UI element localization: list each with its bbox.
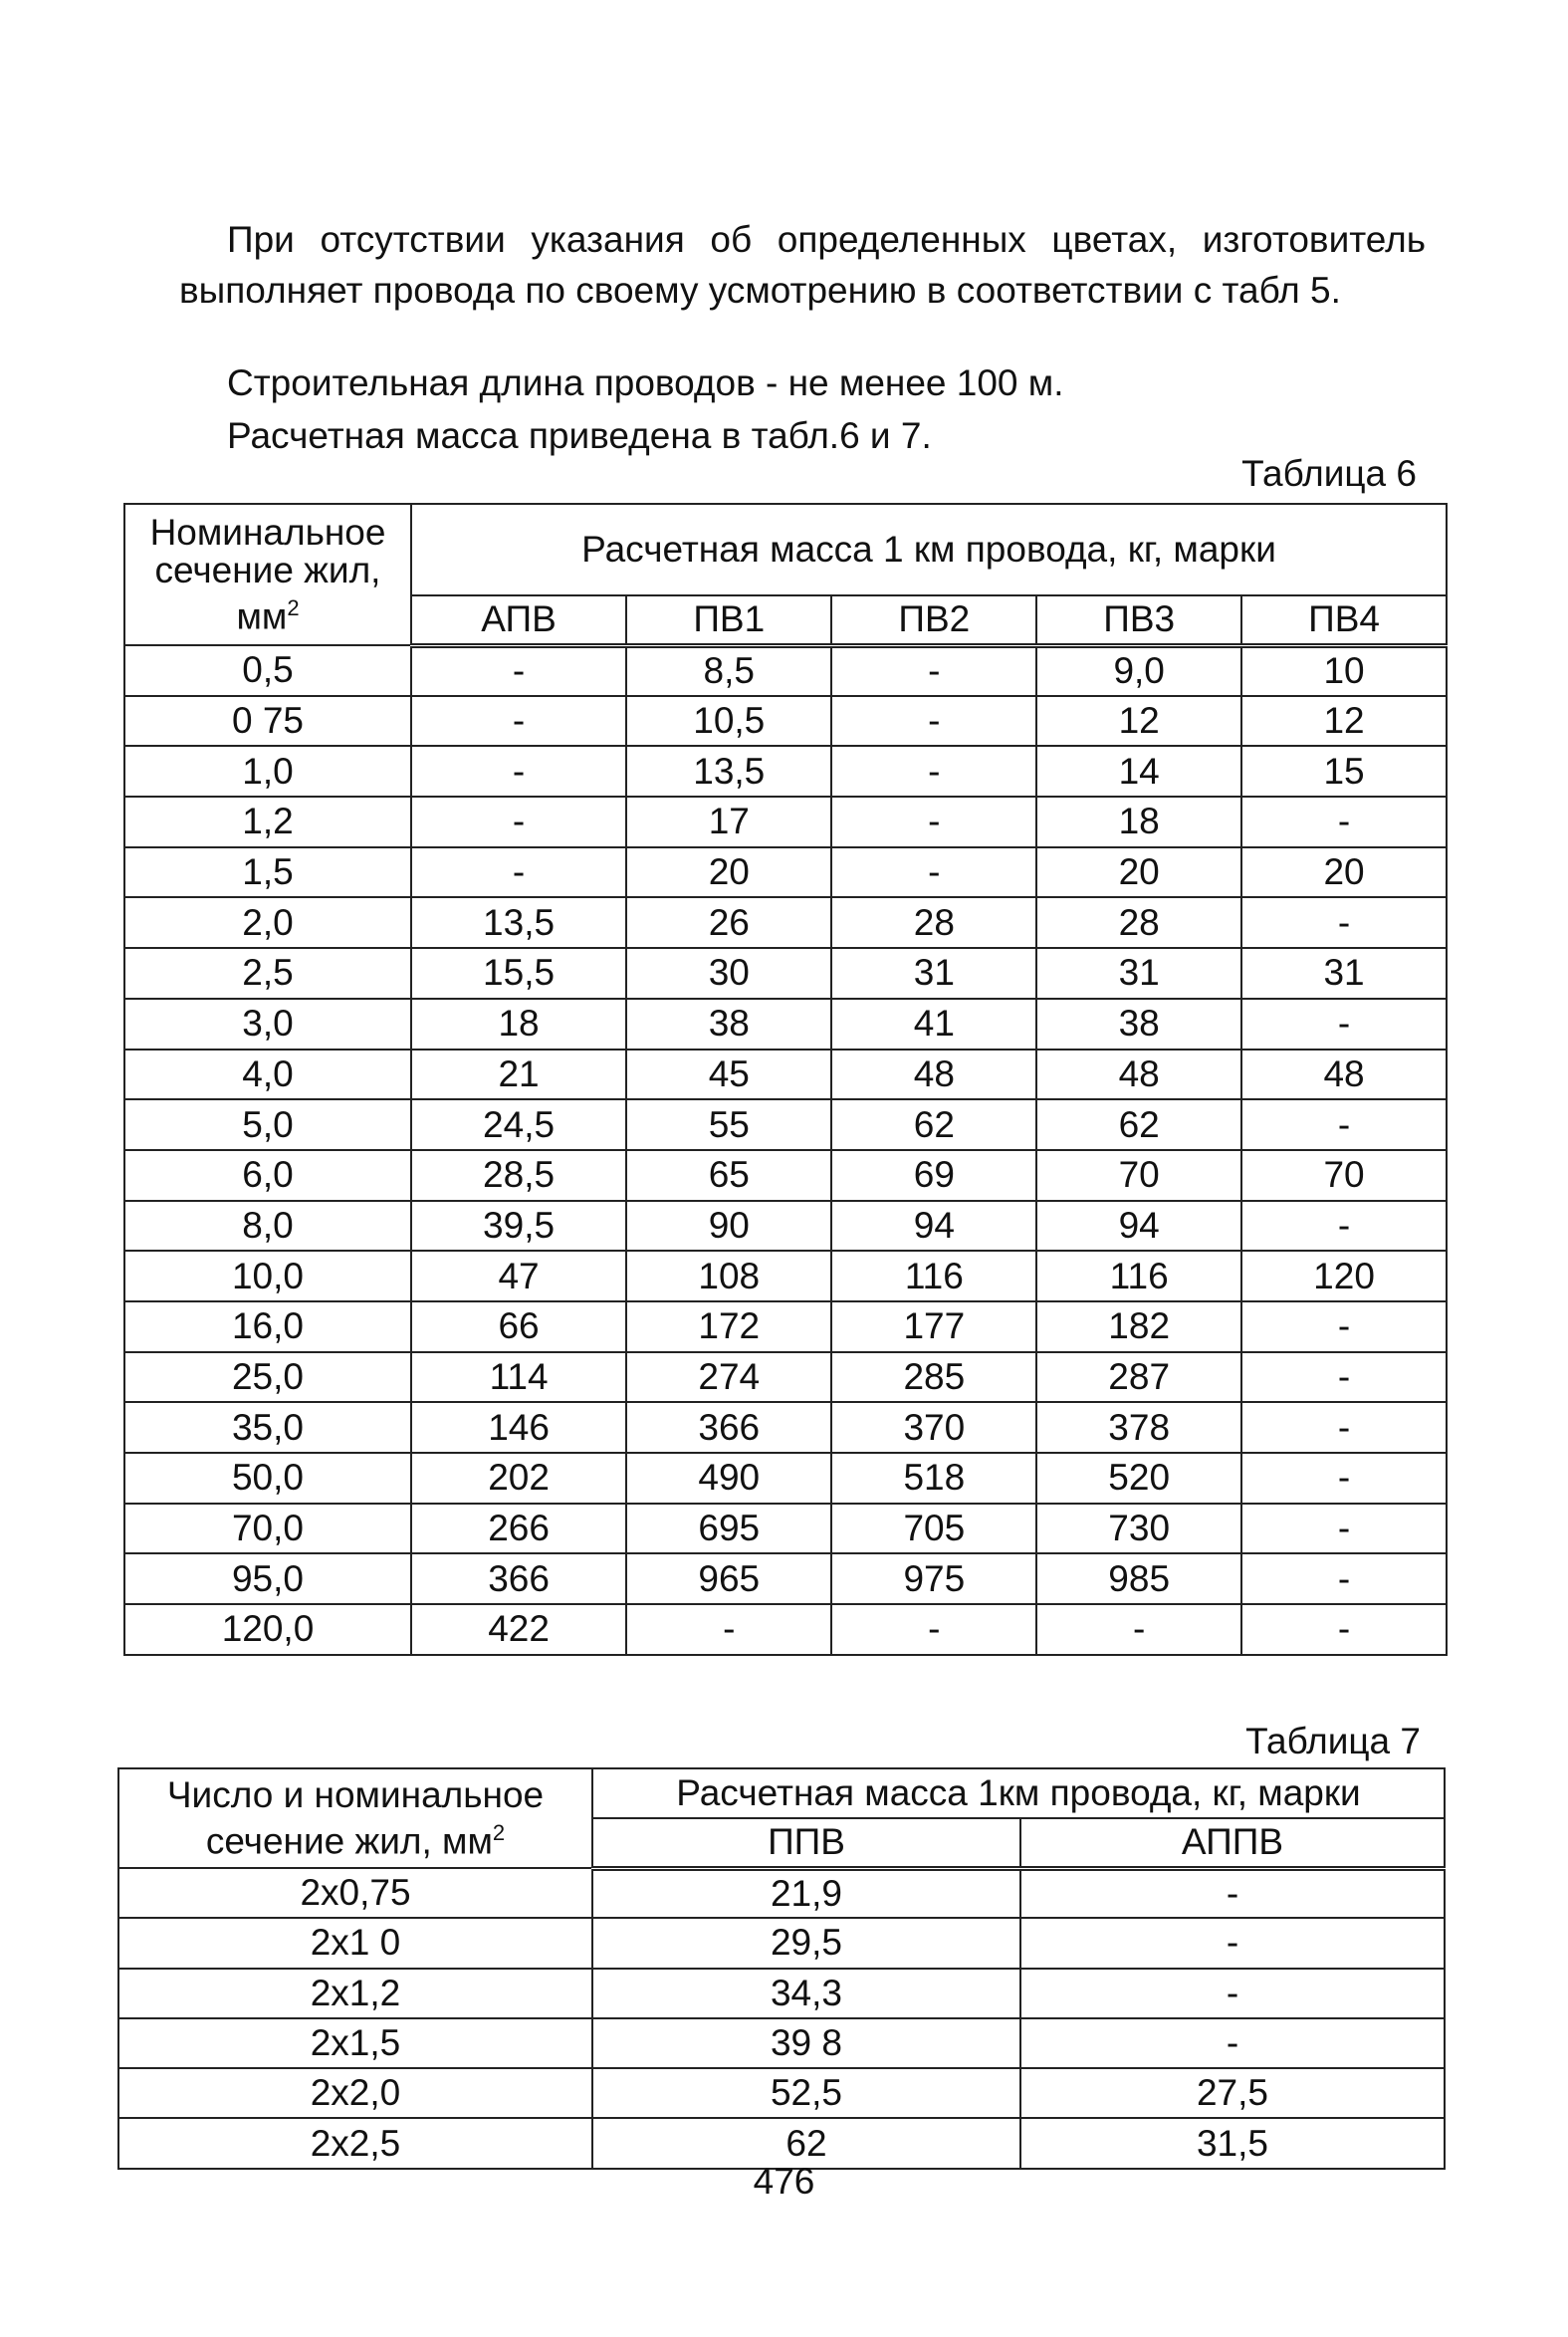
table6-cell: 366 xyxy=(626,1402,831,1453)
table6-cell: 965 xyxy=(626,1553,831,1604)
table6-col1-header-line2: сечение жил, xyxy=(154,549,381,590)
table-row xyxy=(124,1402,1447,1453)
table6-cell: 116 xyxy=(831,1251,1036,1301)
table-row xyxy=(118,2018,1445,2068)
table6-cell: - xyxy=(411,797,626,847)
table6-cell: 62 xyxy=(1036,1099,1241,1150)
table-row xyxy=(124,645,1447,696)
table6-cell: 13,5 xyxy=(411,897,626,948)
table6-row-label: 50,0 xyxy=(124,1453,411,1504)
table6-cell: 21 xyxy=(411,1050,626,1100)
table6-row-label: 35,0 xyxy=(124,1402,411,1453)
table-row xyxy=(124,746,1447,797)
table6-cell: 370 xyxy=(831,1402,1036,1453)
table6-row-label: 1,2 xyxy=(124,797,411,847)
table6-cell: 28,5 xyxy=(411,1150,626,1201)
table6-row-label: 120,0 xyxy=(124,1604,411,1655)
table6-cell: 177 xyxy=(831,1301,1036,1352)
table6-cell: 274 xyxy=(626,1352,831,1403)
table6-cell: 31 xyxy=(1241,948,1447,999)
table-row xyxy=(124,999,1447,1050)
paragraph-length-note: Строительная длина проводов - не менее 100 м. xyxy=(227,362,1064,403)
table6-cell: - xyxy=(411,847,626,898)
table7-cell: 34,3 xyxy=(592,1969,1020,2018)
table7-row-label: 2х1 0 xyxy=(118,1918,592,1968)
table6-cell: 985 xyxy=(1036,1553,1241,1604)
table6-cell: 30 xyxy=(626,948,831,999)
table-row xyxy=(124,1251,1447,1301)
table6-caption: Таблица 6 xyxy=(1241,453,1417,494)
table7-cell: - xyxy=(1020,2018,1445,2068)
table6-cell: 70 xyxy=(1036,1150,1241,1201)
table6-cell: - xyxy=(831,797,1036,847)
table6-cell: 20 xyxy=(1241,847,1447,898)
table-row xyxy=(118,1868,1445,1918)
table6-cell: - xyxy=(1241,999,1447,1050)
table6-cell: - xyxy=(411,746,626,797)
table6-cell: 66 xyxy=(411,1301,626,1352)
table6-cell: 48 xyxy=(1036,1050,1241,1100)
table6-col-header: ПВ1 xyxy=(626,595,831,645)
table6-row-label: 25,0 xyxy=(124,1352,411,1403)
table6-cell: 182 xyxy=(1036,1301,1241,1352)
paragraph-color-note: При отсутствии указания об определенных цветах, изготовитель выполняет провода по своему усмотрению в соответствии с табл 5. xyxy=(179,219,1426,311)
table6-cell: 10 xyxy=(1241,645,1447,696)
table7-row-label: 2х0,75 xyxy=(118,1868,592,1918)
table6-cell: 65 xyxy=(626,1150,831,1201)
table-row xyxy=(124,1352,1447,1403)
table-row xyxy=(124,1099,1447,1150)
table6-cell: - xyxy=(1241,1099,1447,1150)
table7-cell: 52,5 xyxy=(592,2068,1020,2118)
table7-row-label: 2х2,5 xyxy=(118,2118,592,2168)
table6-cell: 366 xyxy=(411,1553,626,1604)
table6-cell: 108 xyxy=(626,1251,831,1301)
table7-col1-header-line2: сечение жил, мм xyxy=(205,1820,493,1862)
table7-cell: 27,5 xyxy=(1020,2068,1445,2118)
table6-cell: 8,5 xyxy=(626,645,831,696)
table6-cell: 20 xyxy=(626,847,831,898)
table6-cell: 55 xyxy=(626,1099,831,1150)
table7-col-header: ППВ xyxy=(592,1818,1020,1868)
table7-cell: 39 8 xyxy=(592,2018,1020,2068)
table6-cell: - xyxy=(1241,1553,1447,1604)
table6-cell: - xyxy=(1241,1201,1447,1252)
table6-row-label: 70,0 xyxy=(124,1504,411,1554)
table7-cell: 21,9 xyxy=(592,1868,1020,1918)
table6-col1-header xyxy=(124,504,411,645)
table6-cell: 146 xyxy=(411,1402,626,1453)
table6-cell: 38 xyxy=(626,999,831,1050)
table6-row-label: 10,0 xyxy=(124,1251,411,1301)
table6-cell: 41 xyxy=(831,999,1036,1050)
table6-cell: - xyxy=(1241,1402,1447,1453)
table6-row-label: 1,0 xyxy=(124,746,411,797)
table7-cell: 62 xyxy=(592,2118,1020,2168)
table6-cell: - xyxy=(1241,1301,1447,1352)
table6-cell: 48 xyxy=(831,1050,1036,1100)
table7-cell: - xyxy=(1020,1918,1445,1968)
table7-row-label: 2х2,0 xyxy=(118,2068,592,2118)
table6-cell: 94 xyxy=(1036,1201,1241,1252)
table6-group-header: Расчетная масса 1 км провода, кг, марки xyxy=(411,504,1447,595)
table6-cell: - xyxy=(831,696,1036,747)
table6-cell: 26 xyxy=(626,897,831,948)
table7-caption: Таблица 7 xyxy=(1245,1721,1421,1761)
table6-cell: 287 xyxy=(1036,1352,1241,1403)
table-row xyxy=(118,1918,1445,1968)
table7-col1-header-line1: Число и номинальное xyxy=(166,1773,545,1815)
table6-cell: - xyxy=(1241,1352,1447,1403)
table7 xyxy=(117,1767,1446,2170)
table6-row-label: 2,0 xyxy=(124,897,411,948)
table6-col-header: ПВ4 xyxy=(1241,595,1447,645)
table6 xyxy=(123,503,1448,1656)
page-number: 476 xyxy=(753,2161,815,2202)
table-row xyxy=(124,696,1447,747)
table6-cell: 31 xyxy=(831,948,1036,999)
table6-row-label: 6,0 xyxy=(124,1150,411,1201)
table6-col-header: ПВ3 xyxy=(1036,595,1241,645)
table7-row-label: 2х1,5 xyxy=(118,2018,592,2068)
table6-cell: 114 xyxy=(411,1352,626,1403)
table-row xyxy=(124,1604,1447,1655)
table6-cell: 730 xyxy=(1036,1504,1241,1554)
table7-row-label: 2х1,2 xyxy=(118,1969,592,2018)
table6-row-label: 1,5 xyxy=(124,847,411,898)
table6-cell: 28 xyxy=(831,897,1036,948)
table6-cell: 17 xyxy=(626,797,831,847)
table6-row-label: 5,0 xyxy=(124,1099,411,1150)
table6-cell: 202 xyxy=(411,1453,626,1504)
table6-cell: 518 xyxy=(831,1453,1036,1504)
table6-cell: - xyxy=(1241,1504,1447,1554)
table6-cell: 69 xyxy=(831,1150,1036,1201)
table7-cell: - xyxy=(1020,1868,1445,1918)
table-row xyxy=(124,1504,1447,1554)
table6-cell: 94 xyxy=(831,1201,1036,1252)
table7-cell: - xyxy=(1020,1969,1445,2018)
table6-row-label: 3,0 xyxy=(124,999,411,1050)
table6-cell: 18 xyxy=(1036,797,1241,847)
table6-cell: 31 xyxy=(1036,948,1241,999)
table6-row-label: 4,0 xyxy=(124,1050,411,1100)
table6-cell: 10,5 xyxy=(626,696,831,747)
table7-col-header: АППВ xyxy=(1020,1818,1445,1868)
table6-row-label: 95,0 xyxy=(124,1553,411,1604)
table6-cell: - xyxy=(626,1604,831,1655)
table6-cell: 490 xyxy=(626,1453,831,1504)
table6-cell: 422 xyxy=(411,1604,626,1655)
table6-cell: - xyxy=(411,696,626,747)
table6-cell: - xyxy=(831,746,1036,797)
table-row xyxy=(118,1969,1445,2018)
table7-cell: 31,5 xyxy=(1020,2118,1445,2168)
table6-row-label: 8,0 xyxy=(124,1201,411,1252)
table6-cell: 48 xyxy=(1241,1050,1447,1100)
table6-col1-header-sup: 2 xyxy=(287,594,300,620)
table6-cell: 62 xyxy=(831,1099,1036,1150)
table6-cell: 28 xyxy=(1036,897,1241,948)
table6-cell: 70 xyxy=(1241,1150,1447,1201)
table6-cell: - xyxy=(831,1604,1036,1655)
table6-cell: - xyxy=(1036,1604,1241,1655)
table6-cell: 378 xyxy=(1036,1402,1241,1453)
table6-cell: 12 xyxy=(1241,696,1447,747)
table6-col1-header-line3: мм xyxy=(236,595,288,637)
table-row xyxy=(124,1453,1447,1504)
paragraph-mass-note: Расчетная масса приведена в табл.6 и 7. xyxy=(227,415,932,456)
table6-col1-header-line1: Номинальное xyxy=(149,511,386,553)
table-row xyxy=(124,1301,1447,1352)
table6-cell: 9,0 xyxy=(1036,645,1241,696)
table6-cell: 120 xyxy=(1241,1251,1447,1301)
table6-cell: 266 xyxy=(411,1504,626,1554)
table6-cell: 14 xyxy=(1036,746,1241,797)
table-row xyxy=(124,948,1447,999)
table6-cell: - xyxy=(1241,1453,1447,1504)
table6-cell: 47 xyxy=(411,1251,626,1301)
table-row xyxy=(124,797,1447,847)
table6-row-label: 0,5 xyxy=(124,645,411,696)
table7-col1-header-sup: 2 xyxy=(492,1819,506,1845)
table6-cell: - xyxy=(831,645,1036,696)
table6-cell: 285 xyxy=(831,1352,1036,1403)
table6-col-header: ПВ2 xyxy=(831,595,1036,645)
table6-row-label: 16,0 xyxy=(124,1301,411,1352)
table-row xyxy=(124,1553,1447,1604)
table6-col-header: АПВ xyxy=(411,595,626,645)
table6-row-label: 0 75 xyxy=(124,696,411,747)
table6-cell: 975 xyxy=(831,1553,1036,1604)
table6-cell: 695 xyxy=(626,1504,831,1554)
table6-cell: 90 xyxy=(626,1201,831,1252)
table6-cell: 39,5 xyxy=(411,1201,626,1252)
table6-cell: 38 xyxy=(1036,999,1241,1050)
table6-cell: 172 xyxy=(626,1301,831,1352)
table6-cell: 15 xyxy=(1241,746,1447,797)
table6-cell: 45 xyxy=(626,1050,831,1100)
table6-cell: - xyxy=(1241,797,1447,847)
table6-cell: 15,5 xyxy=(411,948,626,999)
table6-cell: 18 xyxy=(411,999,626,1050)
table-row xyxy=(124,1050,1447,1100)
table6-cell: - xyxy=(1241,897,1447,948)
table6-cell: 13,5 xyxy=(626,746,831,797)
table6-cell: 520 xyxy=(1036,1453,1241,1504)
table6-cell: 705 xyxy=(831,1504,1036,1554)
table-row xyxy=(124,1150,1447,1201)
table-row xyxy=(124,1201,1447,1252)
table6-cell: 116 xyxy=(1036,1251,1241,1301)
table-row xyxy=(124,897,1447,948)
table6-cell: - xyxy=(1241,1604,1447,1655)
table7-col1-header xyxy=(118,1768,592,1868)
table7-cell: 29,5 xyxy=(592,1918,1020,1968)
table6-cell: 12 xyxy=(1036,696,1241,747)
table6-row-label: 2,5 xyxy=(124,948,411,999)
table6-cell: 20 xyxy=(1036,847,1241,898)
table7-group-header: Расчетная масса 1км провода, кг, марки xyxy=(592,1768,1445,1818)
table6-cell: - xyxy=(411,645,626,696)
table-row xyxy=(118,2068,1445,2118)
table6-cell: - xyxy=(831,847,1036,898)
table6-cell: 24,5 xyxy=(411,1099,626,1150)
table-row xyxy=(124,847,1447,898)
